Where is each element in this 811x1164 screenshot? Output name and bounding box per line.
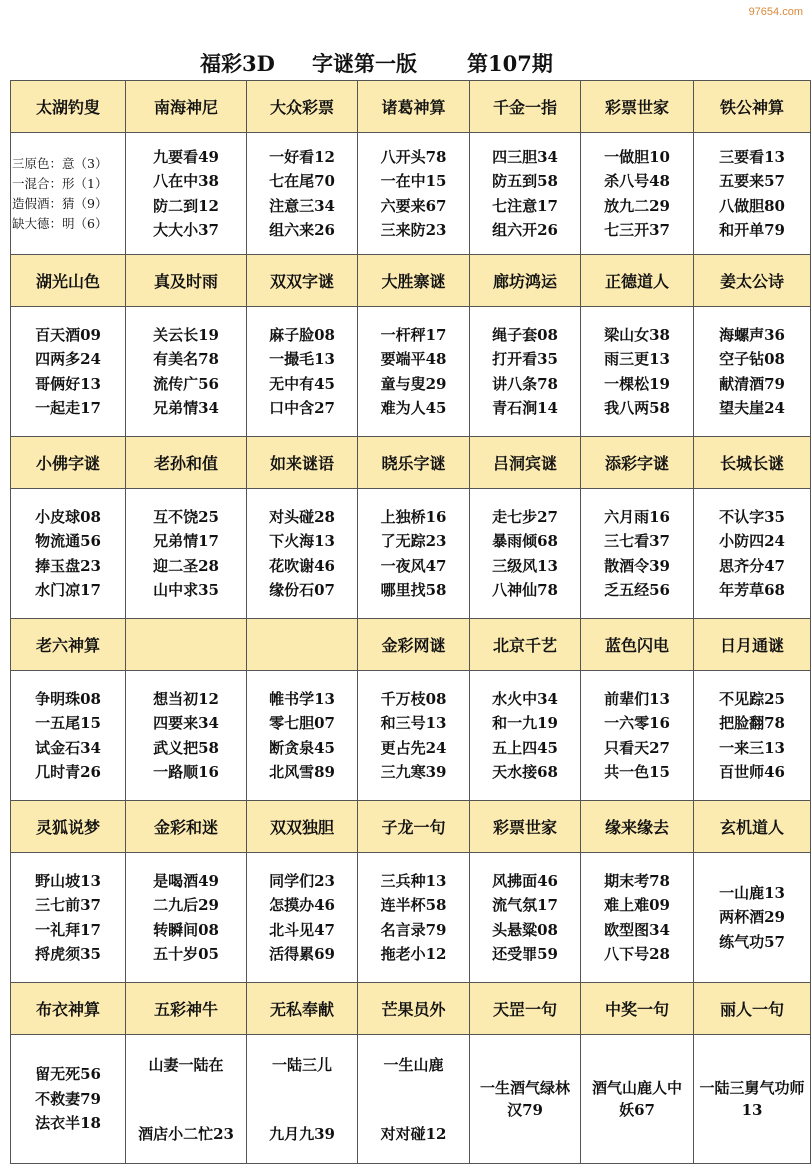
riddle-line: 北风雪89 xyxy=(269,763,335,781)
riddle-cell xyxy=(358,307,470,437)
riddle-line: 和开单79 xyxy=(719,221,785,239)
column-header: 日月通谜 xyxy=(694,619,811,671)
riddle-line: 一生山鹿 xyxy=(383,1056,444,1074)
header-row xyxy=(11,81,811,133)
riddle-cell xyxy=(694,1035,811,1164)
riddle-lines xyxy=(581,687,693,785)
column-header: 无私奉献 xyxy=(247,983,358,1035)
riddle-line: 上独桥16 xyxy=(380,507,447,526)
column-header: 小佛字谜 xyxy=(11,437,126,489)
riddle-row xyxy=(11,1035,811,1164)
column-header: 南海神尼 xyxy=(126,81,247,133)
title-lottery: 福彩3D xyxy=(200,51,275,76)
column-header: 湖光山色 xyxy=(11,255,126,307)
legend-block xyxy=(11,154,125,234)
riddle-line: 了无踪23 xyxy=(380,532,447,550)
riddle-cell xyxy=(694,853,811,983)
column-header: 如来谜语 xyxy=(247,437,358,489)
riddle-line: 两杯酒29 xyxy=(719,908,785,927)
riddle-line: 一起走17 xyxy=(35,399,101,417)
riddle-cell xyxy=(470,853,581,983)
riddle-cell xyxy=(694,307,811,437)
riddle-lines xyxy=(358,869,469,967)
riddle-cell xyxy=(470,133,581,255)
riddle-line: 百世师46 xyxy=(719,763,785,781)
riddle-line: 乏五经56 xyxy=(604,581,670,599)
column-header: 中奖一句 xyxy=(581,983,694,1035)
riddle-line: 五要来57 xyxy=(719,172,785,190)
riddle-line: 活得累69 xyxy=(269,945,335,963)
riddle-cell xyxy=(247,1035,358,1164)
riddle-line: 连半杯58 xyxy=(380,896,447,914)
riddle-cell xyxy=(470,1035,581,1164)
riddle-line: 造假酒：猜（9） xyxy=(12,195,108,211)
riddle-cell xyxy=(11,133,126,255)
riddle-line: 一做胆10 xyxy=(604,147,670,166)
riddle-line: 九要看49 xyxy=(153,147,219,166)
riddle-line: 武义把58 xyxy=(153,738,219,757)
page-title xyxy=(0,44,811,78)
riddle-line: 试金石34 xyxy=(35,738,101,757)
title-issue: 第107期 xyxy=(467,51,553,76)
column-header: 大众彩票 xyxy=(247,81,358,133)
riddle-cell xyxy=(126,853,247,983)
riddle-line: 七三开37 xyxy=(604,221,670,239)
riddle-lines xyxy=(247,505,357,603)
column-header: 双双字谜 xyxy=(247,255,358,307)
riddle-line: 留无死56 xyxy=(35,1065,101,1084)
riddle-line: 不认字35 xyxy=(719,507,785,526)
riddle-line: 几时青26 xyxy=(35,763,101,781)
riddle-line: 一陆三舅气功师13 xyxy=(699,1079,805,1119)
riddle-lines xyxy=(581,505,693,603)
riddle-row xyxy=(11,307,811,437)
riddle-line: 三来防23 xyxy=(380,221,447,239)
riddle-line: 断贪泉45 xyxy=(269,738,335,757)
riddle-cell xyxy=(126,133,247,255)
riddle-line: 三级风13 xyxy=(492,556,558,575)
riddle-line: 欧型图34 xyxy=(604,920,670,939)
riddle-line: 捧玉盘23 xyxy=(35,556,101,575)
column-header: 大胜寨谜 xyxy=(358,255,470,307)
column-header: 蓝色闪电 xyxy=(581,619,694,671)
riddle-line: 海螺声36 xyxy=(719,325,785,344)
riddle-cell xyxy=(581,133,694,255)
riddle-cell xyxy=(358,133,470,255)
column-header: 诸葛神算 xyxy=(358,81,470,133)
column-header: 彩票世家 xyxy=(470,801,581,853)
riddle-line: 对对碰12 xyxy=(380,1125,447,1143)
riddle-lines xyxy=(126,687,246,785)
riddle-line: 七注意17 xyxy=(492,196,558,215)
riddle-line: 千万枝08 xyxy=(380,689,447,708)
watermark: 97654.com xyxy=(748,6,803,18)
riddle-lines xyxy=(470,505,580,603)
riddle-lines xyxy=(358,687,469,785)
riddle-lines xyxy=(581,145,693,243)
riddle-line: 雨三更13 xyxy=(604,350,670,368)
riddle-line: 三原色：意（3） xyxy=(12,155,108,171)
riddle-line: 一杆秤17 xyxy=(380,325,447,344)
riddle-line: 兄弟情34 xyxy=(153,399,219,417)
riddle-line: 难上难09 xyxy=(604,896,670,914)
riddle-row xyxy=(11,671,811,801)
riddle-lines xyxy=(247,1054,357,1144)
riddle-line: 花吹谢46 xyxy=(269,556,335,575)
header-row xyxy=(11,983,811,1035)
column-header: 金彩和迷 xyxy=(126,801,247,853)
riddle-lines xyxy=(694,145,810,243)
riddle-line: 献清酒79 xyxy=(719,374,785,393)
riddle-cell xyxy=(11,671,126,801)
riddle-line: 缘份石07 xyxy=(269,581,335,599)
riddle-line: 转瞬间08 xyxy=(153,920,219,939)
riddle-line: 一好看12 xyxy=(269,147,335,166)
riddle-cell xyxy=(581,307,694,437)
riddle-line: 一礼拜17 xyxy=(35,920,101,939)
riddle-lines xyxy=(470,145,580,243)
riddle-line: 酒店小二忙23 xyxy=(138,1125,234,1143)
column-header: 天罡一句 xyxy=(470,983,581,1035)
riddle-line: 无中有45 xyxy=(269,374,335,393)
riddle-line: 一陆三儿 xyxy=(271,1056,332,1074)
riddle-line: 杀八号48 xyxy=(604,172,670,190)
riddle-line: 一五尾15 xyxy=(35,714,101,732)
riddle-line: 怎摸办46 xyxy=(269,896,335,914)
riddle-line: 一棵松19 xyxy=(604,374,670,393)
column-header: 添彩字谜 xyxy=(581,437,694,489)
riddle-line: 同学们23 xyxy=(269,871,335,890)
riddle-line: 五十岁05 xyxy=(153,945,219,963)
riddle-line: 打开看35 xyxy=(492,350,558,368)
riddle-lines xyxy=(358,323,469,421)
column-header: 太湖钓叟 xyxy=(11,81,126,133)
riddle-line: 练气功57 xyxy=(719,932,785,951)
column-header: 吕洞宾谜 xyxy=(470,437,581,489)
riddle-line: 六月雨16 xyxy=(604,507,670,526)
riddle-line: 难为人45 xyxy=(380,399,447,417)
riddle-line: 思齐分47 xyxy=(719,556,785,575)
riddle-line: 要端平48 xyxy=(380,350,447,368)
column-header: 千金一指 xyxy=(470,81,581,133)
riddle-line: 三七看37 xyxy=(604,532,670,550)
riddle-lines xyxy=(126,869,246,967)
riddle-line: 山中求35 xyxy=(153,581,219,599)
riddle-line: 法衣半18 xyxy=(35,1114,101,1133)
header-row xyxy=(11,619,811,671)
title-edition: 字谜第一版 xyxy=(312,51,417,76)
column-header: 彩票世家 xyxy=(581,81,694,133)
riddle-lines xyxy=(247,687,357,785)
riddle-line: 想当初12 xyxy=(153,689,219,708)
riddle-line: 天水接68 xyxy=(492,763,558,781)
riddle-lines xyxy=(358,145,469,243)
riddle-cell xyxy=(694,133,811,255)
riddle-cell xyxy=(581,671,694,801)
riddle-lines xyxy=(694,323,810,421)
riddle-row xyxy=(11,489,811,619)
column-header: 金彩网谜 xyxy=(358,619,470,671)
riddle-line: 麻子脸08 xyxy=(269,325,335,344)
riddle-cell xyxy=(694,489,811,619)
riddle-cell xyxy=(581,1035,694,1164)
riddle-line: 八下号28 xyxy=(604,945,670,963)
riddle-line: 互不饶25 xyxy=(153,507,219,526)
riddle-line: 流气氛17 xyxy=(492,896,558,914)
riddle-line: 捋虎须35 xyxy=(35,945,101,963)
riddle-line: 下火海13 xyxy=(269,532,335,550)
riddle-line: 六要来67 xyxy=(380,196,447,215)
riddle-lines xyxy=(581,1077,693,1121)
column-header: 子龙一句 xyxy=(358,801,470,853)
riddle-line: 一山鹿13 xyxy=(719,883,785,902)
riddle-line: 我八两58 xyxy=(604,399,670,417)
riddle-line: 走七步27 xyxy=(492,507,558,526)
riddle-line: 暴雨倾68 xyxy=(492,532,558,550)
riddle-cell xyxy=(358,489,470,619)
riddle-lines xyxy=(11,869,125,967)
riddle-line: 水火中34 xyxy=(492,689,558,708)
riddle-cell xyxy=(126,307,247,437)
riddle-lines xyxy=(126,1054,246,1144)
column-header: 廊坊鸿运 xyxy=(470,255,581,307)
riddle-line: 哪里找58 xyxy=(380,581,447,599)
riddle-lines xyxy=(126,145,246,243)
riddle-line: 共一色15 xyxy=(604,763,670,781)
riddle-line: 一生酒气绿林汉79 xyxy=(479,1079,570,1119)
column-header: 缘来缘去 xyxy=(581,801,694,853)
riddle-line: 放九二29 xyxy=(604,196,670,215)
riddle-line: 组六开26 xyxy=(492,221,558,239)
column-header: 灵狐说梦 xyxy=(11,801,126,853)
riddle-line: 一路顺16 xyxy=(153,763,219,781)
riddle-cell xyxy=(247,671,358,801)
riddle-line: 哥俩好13 xyxy=(35,374,101,393)
riddle-line: 九月九39 xyxy=(269,1125,335,1143)
riddle-line: 五上四45 xyxy=(492,738,558,757)
riddle-line: 小皮球08 xyxy=(35,507,101,526)
riddle-line: 缺大德：明（6） xyxy=(12,215,108,231)
riddle-cell xyxy=(126,671,247,801)
riddle-line: 百天酒09 xyxy=(35,325,101,344)
riddle-line: 童与叟29 xyxy=(380,374,447,393)
column-header xyxy=(247,619,358,671)
riddle-line: 四三胆34 xyxy=(492,147,558,166)
riddle-lines xyxy=(247,145,357,243)
riddle-cell xyxy=(581,489,694,619)
column-header: 老六神算 xyxy=(11,619,126,671)
riddle-line: 更占先24 xyxy=(380,738,447,757)
riddle-line: 一在中15 xyxy=(380,172,447,190)
riddle-lines xyxy=(247,323,357,421)
riddle-line: 迎二圣28 xyxy=(153,556,219,575)
riddle-line: 口中含27 xyxy=(269,399,335,417)
riddle-line: 一撮毛13 xyxy=(269,350,335,368)
riddle-line: 四要来34 xyxy=(153,714,219,732)
riddle-line: 和一九19 xyxy=(492,714,558,732)
riddle-line: 二九后29 xyxy=(153,896,219,914)
riddle-lines xyxy=(694,505,810,603)
riddle-line: 风拂面46 xyxy=(492,871,558,890)
column-header: 真及时雨 xyxy=(126,255,247,307)
riddle-line: 一混合：形（1） xyxy=(12,175,108,191)
column-header: 长城长谜 xyxy=(694,437,811,489)
riddle-line: 只看天27 xyxy=(604,738,670,757)
riddle-line: 青石涧14 xyxy=(492,399,558,417)
riddle-lines xyxy=(126,505,246,603)
riddle-lines xyxy=(581,323,693,421)
riddle-line: 三兵种13 xyxy=(380,871,447,890)
riddle-line: 是喝酒49 xyxy=(153,871,219,890)
riddle-cell xyxy=(11,1035,126,1164)
column-header: 正德道人 xyxy=(581,255,694,307)
riddle-line: 八做胆80 xyxy=(719,196,785,215)
riddle-line: 讲八条78 xyxy=(492,374,558,393)
riddle-lines xyxy=(11,1062,125,1136)
riddle-line: 梁山女38 xyxy=(604,325,670,344)
riddle-line: 帷书学13 xyxy=(269,689,335,708)
riddle-lines xyxy=(694,1077,810,1121)
riddle-table xyxy=(10,80,811,1164)
riddle-line: 物流通56 xyxy=(35,532,101,550)
column-header: 铁公神算 xyxy=(694,81,811,133)
riddle-lines xyxy=(470,869,580,967)
riddle-line: 不见踪25 xyxy=(719,689,785,708)
column-header: 五彩神牛 xyxy=(126,983,247,1035)
riddle-line: 四两多24 xyxy=(35,350,101,368)
riddle-line: 注意三34 xyxy=(269,196,335,215)
riddle-line: 拖老小12 xyxy=(380,945,447,963)
riddle-line: 北斗见47 xyxy=(269,920,335,939)
riddle-line: 名言录79 xyxy=(380,920,447,939)
riddle-line: 山妻一陆在 xyxy=(148,1056,224,1074)
riddle-lines xyxy=(581,869,693,967)
column-header xyxy=(126,619,247,671)
riddle-line: 把脸翻78 xyxy=(719,714,785,732)
column-header: 芒果员外 xyxy=(358,983,470,1035)
column-header: 北京千艺 xyxy=(470,619,581,671)
header-row xyxy=(11,255,811,307)
riddle-line: 争明珠08 xyxy=(35,689,101,708)
riddle-line: 还受罪59 xyxy=(492,945,558,963)
riddle-line: 有美名78 xyxy=(153,350,219,368)
riddle-line: 三七前37 xyxy=(35,896,101,914)
riddle-line: 绳子套08 xyxy=(492,325,558,344)
riddle-lines xyxy=(694,881,810,955)
riddle-lines xyxy=(11,505,125,603)
riddle-line: 八神仙78 xyxy=(492,581,558,599)
riddle-cell xyxy=(581,853,694,983)
riddle-cell xyxy=(247,853,358,983)
riddle-line: 防二到12 xyxy=(153,196,219,215)
riddle-cell xyxy=(11,853,126,983)
riddle-line: 关云长19 xyxy=(153,325,219,344)
riddle-line: 八在中38 xyxy=(153,172,219,190)
riddle-line: 流传广56 xyxy=(153,374,219,393)
riddle-line: 对头碰28 xyxy=(269,507,335,526)
riddle-line: 头悬粱08 xyxy=(492,920,558,939)
column-header: 丽人一句 xyxy=(694,983,811,1035)
riddle-row xyxy=(11,133,811,255)
riddle-cell xyxy=(11,489,126,619)
riddle-lines xyxy=(470,1077,580,1121)
riddle-line: 空子钻08 xyxy=(719,350,785,368)
header-row xyxy=(11,437,811,489)
riddle-line: 七在尾70 xyxy=(269,172,335,190)
header-row xyxy=(11,801,811,853)
riddle-cell xyxy=(470,489,581,619)
riddle-cell xyxy=(358,671,470,801)
riddle-cell xyxy=(247,307,358,437)
riddle-line: 和三号13 xyxy=(380,714,447,732)
riddle-line: 散酒令39 xyxy=(604,556,670,575)
riddle-line: 水门凉17 xyxy=(35,581,101,599)
riddle-cell xyxy=(470,307,581,437)
riddle-lines xyxy=(11,687,125,785)
riddle-line: 野山坡13 xyxy=(35,871,101,890)
riddle-cell xyxy=(358,853,470,983)
riddle-line: 兄弟情17 xyxy=(153,532,219,550)
riddle-cell xyxy=(470,671,581,801)
column-header: 布衣神算 xyxy=(11,983,126,1035)
riddle-line: 一六零16 xyxy=(604,714,670,732)
riddle-line: 前辈们13 xyxy=(604,689,670,708)
column-header: 双双独胆 xyxy=(247,801,358,853)
column-header: 玄机道人 xyxy=(694,801,811,853)
riddle-line: 大大小37 xyxy=(153,221,219,239)
riddle-line: 一夜风47 xyxy=(380,556,447,575)
riddle-line: 小防四24 xyxy=(719,532,785,550)
riddle-cell xyxy=(358,1035,470,1164)
riddle-line: 防五到58 xyxy=(492,172,558,190)
riddle-line: 年芳草68 xyxy=(719,581,785,599)
riddle-cell xyxy=(11,307,126,437)
riddle-line: 组六来26 xyxy=(269,221,335,239)
riddle-line: 八开头78 xyxy=(380,147,447,166)
riddle-lines xyxy=(358,1054,469,1144)
riddle-line: 望夫崖24 xyxy=(719,399,785,417)
riddle-cell xyxy=(694,671,811,801)
riddle-line: 三九寒39 xyxy=(380,763,447,781)
riddle-line: 三要看13 xyxy=(719,147,785,166)
riddle-cell xyxy=(247,133,358,255)
riddle-lines xyxy=(694,687,810,785)
riddle-line: 不救妻79 xyxy=(35,1089,101,1108)
riddle-lines xyxy=(11,323,125,421)
column-header: 老孙和值 xyxy=(126,437,247,489)
riddle-cell xyxy=(126,489,247,619)
riddle-lines xyxy=(358,505,469,603)
riddle-line: 一来三13 xyxy=(719,738,785,757)
riddle-lines xyxy=(470,687,580,785)
riddle-line: 酒气山鹿人中妖67 xyxy=(591,1079,682,1119)
column-header: 姜太公诗 xyxy=(694,255,811,307)
riddle-lines xyxy=(126,323,246,421)
riddle-cell xyxy=(247,489,358,619)
riddle-lines xyxy=(470,323,580,421)
column-header: 晓乐字谜 xyxy=(358,437,470,489)
riddle-cell xyxy=(126,1035,247,1164)
riddle-line: 零七胆07 xyxy=(269,714,335,732)
riddle-row xyxy=(11,853,811,983)
riddle-line: 期末考78 xyxy=(604,871,670,890)
riddle-lines xyxy=(247,869,357,967)
